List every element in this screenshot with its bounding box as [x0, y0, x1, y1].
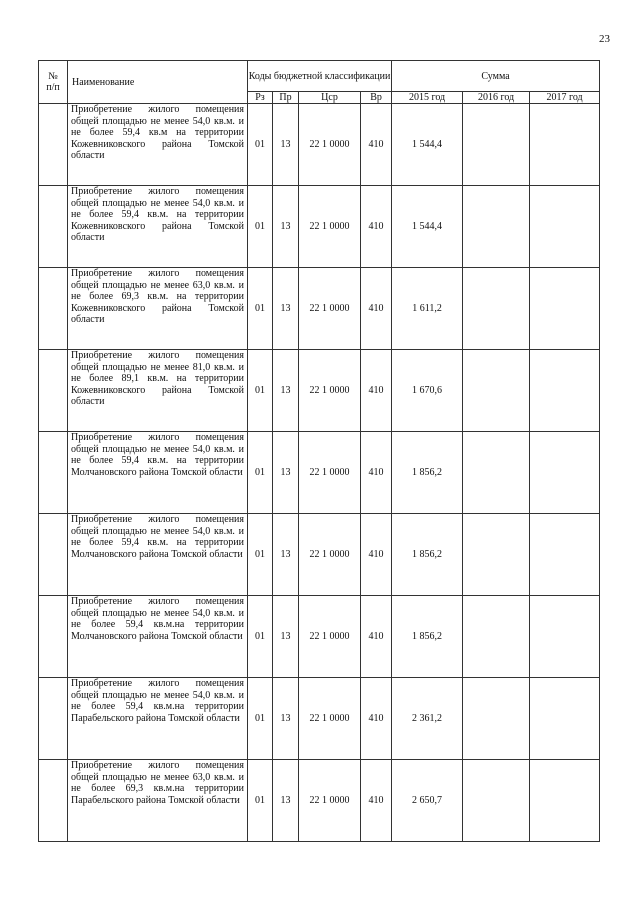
row-pr: 13 — [273, 268, 299, 350]
row-rz: 01 — [248, 514, 273, 596]
header-csr: Цср — [299, 92, 361, 104]
row-number — [39, 350, 68, 432]
row-name: Приобретение жилого помещения общей площадью не менее 81,0 кв.м. и не более 89,1 кв.м. на территории Кожевниковского района Томской области — [68, 350, 248, 432]
row-csr: 22 1 0000 — [299, 678, 361, 760]
row-vr: 410 — [361, 268, 392, 350]
row-sum-2015: 2 650,7 — [392, 760, 463, 842]
row-sum-2016 — [463, 432, 530, 514]
table-row — [39, 760, 600, 842]
row-sum-2017 — [530, 104, 600, 186]
row-rz: 01 — [248, 596, 273, 678]
table-row — [39, 186, 600, 268]
row-rz: 01 — [248, 760, 273, 842]
header-name: Наименование — [68, 61, 248, 104]
row-rz: 01 — [248, 350, 273, 432]
row-csr: 22 1 0000 — [299, 760, 361, 842]
row-name: Приобретение жилого помещения общей площадью не менее 63,0 кв.м. и не более 69,3 кв.м. на территории Кожевниковского района Томской области — [68, 268, 248, 350]
row-pr: 13 — [273, 186, 299, 268]
row-vr: 410 — [361, 432, 392, 514]
row-vr: 410 — [361, 596, 392, 678]
row-sum-2015: 2 361,2 — [392, 678, 463, 760]
row-vr: 410 — [361, 760, 392, 842]
table-body — [39, 104, 600, 842]
row-sum-2016 — [463, 350, 530, 432]
header-budget-codes: Коды бюджетной классификации — [248, 61, 392, 92]
row-name: Приобретение жилого помещения общей площадью не менее 54,0 кв.м. и не более 59,4 кв.м.на территории Парабельского района Томской области — [68, 678, 248, 760]
table-row — [39, 104, 600, 186]
row-name: Приобретение жилого помещения общей площадью не менее 54,0 кв.м. и не более 59,4 кв.м. на территории Молчановского района Томской области — [68, 514, 248, 596]
table-row — [39, 514, 600, 596]
row-vr: 410 — [361, 186, 392, 268]
table-row — [39, 596, 600, 678]
row-sum-2015: 1 544,4 — [392, 104, 463, 186]
row-pr: 13 — [273, 104, 299, 186]
row-sum-2016 — [463, 760, 530, 842]
row-sum-2016 — [463, 104, 530, 186]
row-csr: 22 1 0000 — [299, 104, 361, 186]
row-pr: 13 — [273, 350, 299, 432]
row-csr: 22 1 0000 — [299, 596, 361, 678]
table-row — [39, 432, 600, 514]
row-number — [39, 432, 68, 514]
row-csr: 22 1 0000 — [299, 186, 361, 268]
row-number — [39, 678, 68, 760]
row-rz: 01 — [248, 268, 273, 350]
row-csr: 22 1 0000 — [299, 268, 361, 350]
row-sum-2017 — [530, 350, 600, 432]
row-vr: 410 — [361, 350, 392, 432]
row-sum-2016 — [463, 678, 530, 760]
row-name: Приобретение жилого помещения общей площадью не менее 54,0 кв.м. и не более 59,4 кв.м. на территории Кожевниковского района Томской области — [68, 186, 248, 268]
row-csr: 22 1 0000 — [299, 350, 361, 432]
row-sum-2017 — [530, 514, 600, 596]
row-pr: 13 — [273, 596, 299, 678]
row-name: Приобретение жилого помещения общей площадью не менее 54,0 кв.м. и не более 59,4 кв.м.на территории Молчановского района Томской области — [68, 596, 248, 678]
header-rz: Рз — [248, 92, 273, 104]
header-row-number: № п/п — [39, 61, 68, 104]
row-number — [39, 514, 68, 596]
row-sum-2017 — [530, 268, 600, 350]
row-pr: 13 — [273, 678, 299, 760]
row-sum-2016 — [463, 186, 530, 268]
row-csr: 22 1 0000 — [299, 432, 361, 514]
row-sum-2017 — [530, 186, 600, 268]
row-name: Приобретение жилого помещения общей площадью не менее 54,0 кв.м. и не более 59,4 кв.м. на территории Молчановского района Томской области — [68, 432, 248, 514]
row-rz: 01 — [248, 432, 273, 514]
row-vr: 410 — [361, 104, 392, 186]
row-name: Приобретение жилого помещения общей площадью не менее 63,0 кв.м. и не более 69,3 кв.м.на территории Парабельского района Томской области — [68, 760, 248, 842]
row-number — [39, 760, 68, 842]
row-sum-2015: 1 670,6 — [392, 350, 463, 432]
table-row — [39, 268, 600, 350]
page-number: 23 — [599, 33, 610, 45]
row-pr: 13 — [273, 514, 299, 596]
row-sum-2015: 1 544,4 — [392, 186, 463, 268]
row-csr: 22 1 0000 — [299, 514, 361, 596]
row-vr: 410 — [361, 678, 392, 760]
row-name: Приобретение жилого помещения общей площадью не менее 54,0 кв.м. и не более 59,4 кв.м на территории Кожевниковского района Томской области — [68, 104, 248, 186]
row-sum-2017 — [530, 596, 600, 678]
row-pr: 13 — [273, 760, 299, 842]
row-sum-2017 — [530, 678, 600, 760]
row-sum-2015: 1 856,2 — [392, 514, 463, 596]
table-row — [39, 350, 600, 432]
row-sum-2017 — [530, 760, 600, 842]
row-rz: 01 — [248, 186, 273, 268]
row-pr: 13 — [273, 432, 299, 514]
row-sum-2015: 1 856,2 — [392, 432, 463, 514]
row-rz: 01 — [248, 678, 273, 760]
header-year-2016: 2016 год — [463, 92, 530, 104]
header-vr: Вр — [361, 92, 392, 104]
header-year-2017: 2017 год — [530, 92, 600, 104]
header-pr: Пр — [273, 92, 299, 104]
row-rz: 01 — [248, 104, 273, 186]
row-sum-2016 — [463, 514, 530, 596]
row-sum-2016 — [463, 596, 530, 678]
row-sum-2016 — [463, 268, 530, 350]
row-sum-2017 — [530, 432, 600, 514]
table-row — [39, 678, 600, 760]
row-sum-2015: 1 611,2 — [392, 268, 463, 350]
row-number — [39, 596, 68, 678]
header-sum: Сумма — [392, 61, 600, 92]
row-number — [39, 104, 68, 186]
row-number — [39, 186, 68, 268]
row-vr: 410 — [361, 514, 392, 596]
row-number — [39, 268, 68, 350]
budget-table — [38, 60, 600, 842]
header-year-2015: 2015 год — [392, 92, 463, 104]
row-sum-2015: 1 856,2 — [392, 596, 463, 678]
